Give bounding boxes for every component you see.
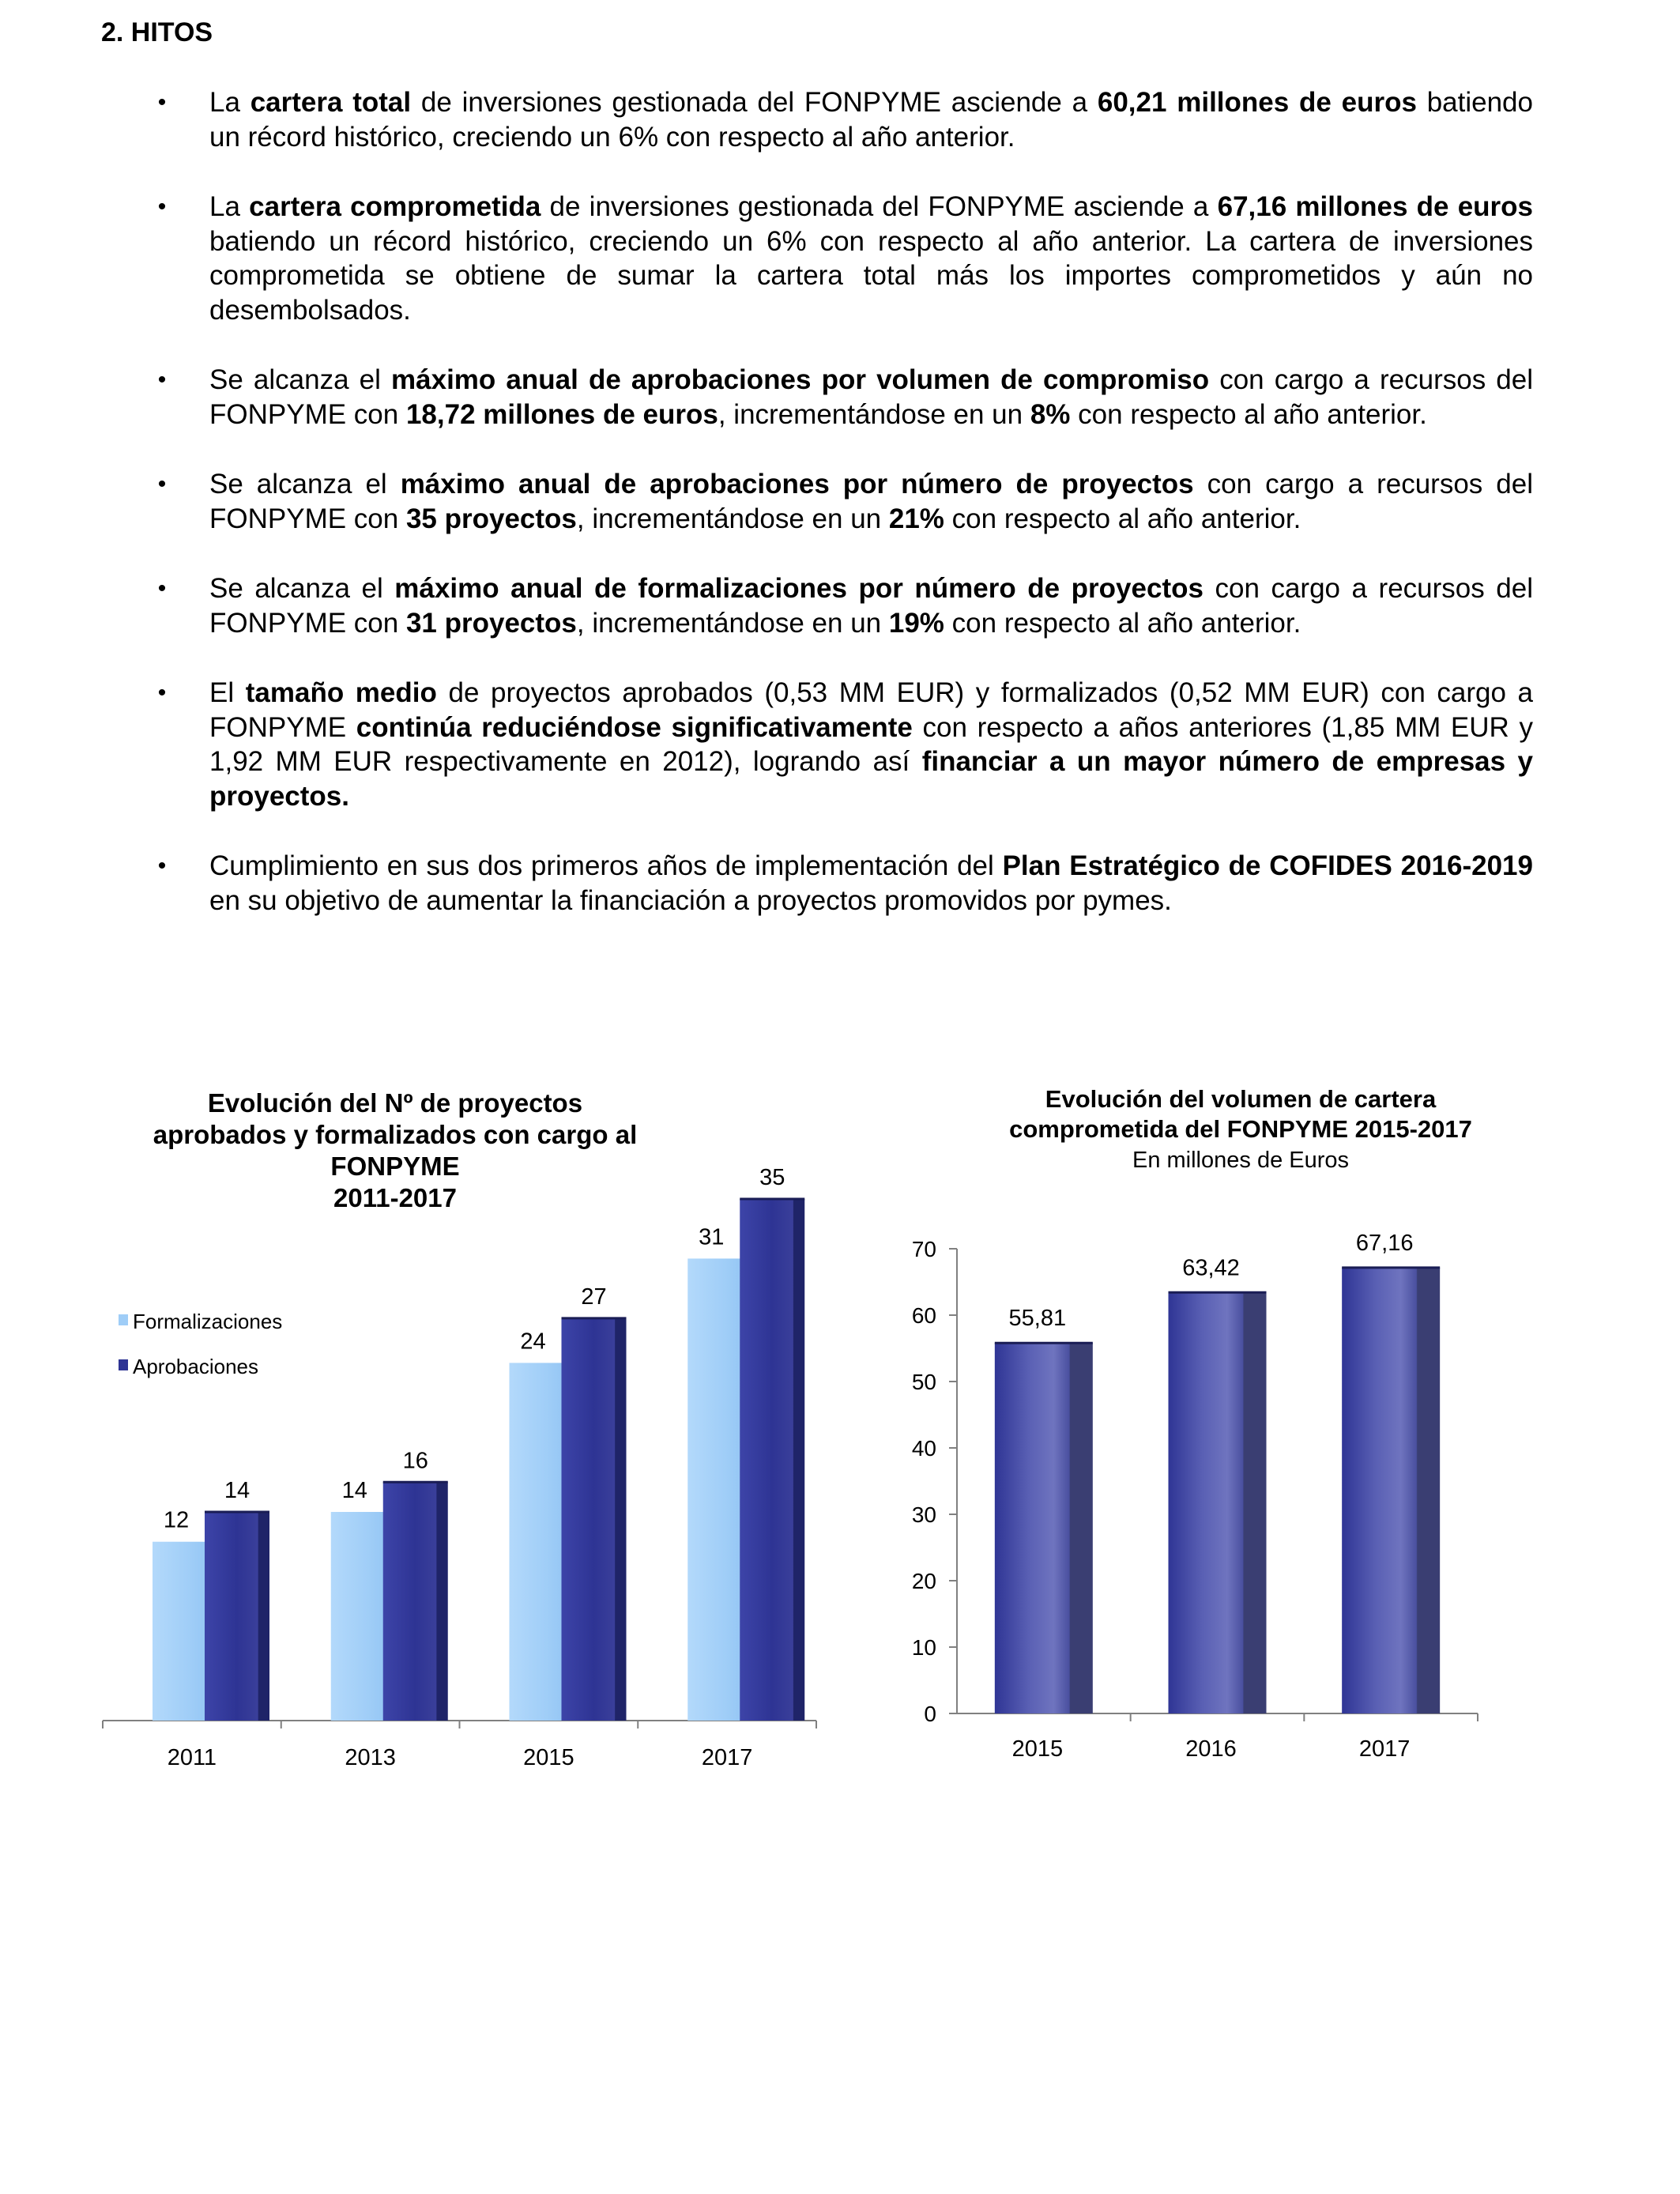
text-segment: batiendo un récord histórico, creciendo un 6% con respecto al año anterior. La cartera de inversiones comprometida se obtiene de sumar la cartera total más los importes comprometidos y aún no desembolsados.	[209, 225, 1533, 326]
legend-label: Aprobaciones	[133, 1355, 258, 1378]
data-label: 14	[341, 1478, 367, 1503]
text-segment: con cargo a recursos del FONPYME con	[209, 469, 1533, 534]
text-segment: Cumplimiento en sus dos primeros años de implementación del	[209, 850, 1003, 881]
bar-aprobaciones	[383, 1482, 448, 1721]
bold-text: máximo anual de formalizaciones por número de proyectos	[394, 573, 1203, 604]
bold-text: Plan Estratégico de COFIDES 2016-2019	[1002, 850, 1533, 881]
legend-swatch-formalizaciones	[119, 1314, 128, 1325]
text-segment: , incrementándose en un	[718, 398, 1030, 430]
bold-text: 67,16 millones de euros	[1217, 191, 1534, 222]
bar-aprobaciones	[562, 1318, 627, 1721]
bullet-icon: •	[157, 853, 167, 879]
data-label: 27	[581, 1284, 607, 1310]
x-tick-label: 2017	[1358, 1736, 1411, 1762]
y-tick-label: 50	[911, 1370, 936, 1394]
y-tick-label: 60	[911, 1303, 936, 1328]
x-tick-label: 2011	[167, 1745, 217, 1770]
text-segment: La	[209, 87, 250, 118]
bold-text: continúa reduciéndose significativamente	[356, 711, 913, 743]
x-tick-label: 2017	[701, 1745, 753, 1770]
data-label: 14	[224, 1478, 250, 1503]
data-label: 16	[402, 1448, 428, 1474]
bold-text: 31 proyectos	[405, 607, 577, 639]
bold-text: 8%	[1030, 398, 1071, 430]
text-segment: de inversiones gestionada del FONPYME asciende a	[411, 87, 1098, 118]
y-tick-label: 40	[911, 1436, 936, 1461]
bullet-icon: •	[157, 89, 167, 115]
text-segment: de inversiones gestionada del FONPYME asciende a	[541, 191, 1218, 222]
bold-text: 21%	[888, 503, 944, 534]
y-tick-label: 10	[911, 1635, 936, 1660]
x-tick-label: 2013	[345, 1745, 396, 1770]
bold-text: cartera total	[250, 87, 412, 118]
y-tick-label: 30	[911, 1502, 936, 1527]
text-segment: en su objetivo de aumentar la financiación a proyectos promovidos por pymes.	[209, 884, 1172, 916]
bullet-icon: •	[157, 367, 167, 393]
text-segment: con cargo a recursos del FONPYME con	[209, 364, 1534, 430]
bold-text: financiar a un mayor número de empresas y proyectos.	[209, 746, 1534, 812]
bold-text: 19%	[888, 607, 944, 639]
data-label: 35	[759, 1165, 785, 1190]
bold-text: máximo anual de aprobaciones por número de proyectos	[400, 469, 1194, 499]
text-segment: con respecto al año anterior.	[944, 503, 1301, 534]
legend-label: Formalizaciones	[133, 1310, 283, 1333]
data-label: 24	[520, 1329, 546, 1355]
text-segment: de proyectos aprobados (0,53 MM EUR) y formalizados (0,52 MM EUR) con cargo a FONPYME	[209, 677, 1533, 743]
bullet-icon: •	[157, 575, 167, 601]
bar-aprobaciones	[205, 1512, 269, 1721]
chart-title-line: aprobados y formalizados con cargo al	[153, 1120, 638, 1149]
text-segment: batiendo un récord histórico, creciendo un 6% con respecto al año anterior.	[209, 87, 1533, 153]
y-tick-label: 20	[911, 1569, 936, 1593]
text-segment: con respecto a años anteriores (1,85 MM EUR y 1,92 MM EUR respectivamente en 2012), logrando así	[209, 711, 1533, 777]
x-tick-label: 2016	[1185, 1736, 1237, 1762]
data-label: 67,16	[1355, 1230, 1414, 1256]
chart-title-line: FONPYME	[330, 1152, 460, 1181]
bold-text: máximo anual de aprobaciones por volumen de compromiso	[391, 364, 1210, 395]
bullet-icon: •	[157, 680, 167, 706]
text-segment: con cargo a recursos del FONPYME con	[209, 573, 1533, 639]
portfolio-chart-title	[901, 1084, 1580, 1144]
data-label: 31	[699, 1224, 725, 1250]
bold-text: cartera comprometida	[249, 191, 541, 222]
x-tick-label: 2015	[523, 1745, 574, 1770]
chart-title-line: Evolución del volumen de cartera	[1045, 1085, 1437, 1113]
text-segment: El	[209, 677, 246, 708]
text-segment: Se alcanza el	[209, 364, 392, 395]
chart-title-line: 2011-2017	[333, 1183, 457, 1212]
text-segment: con respecto al año anterior.	[1070, 398, 1427, 430]
x-tick-label: 2015	[1011, 1736, 1064, 1762]
chart-title-line: comprometida del FONPYME 2015-2017	[1009, 1115, 1472, 1143]
bullet-icon: •	[157, 471, 167, 497]
section-heading: 2. HITOS	[101, 17, 213, 47]
text-segment: Se alcanza el	[209, 469, 401, 499]
text-segment: La	[209, 191, 250, 222]
legend-swatch-aprobaciones	[119, 1359, 128, 1370]
text-segment: , incrementándose en un	[576, 503, 889, 534]
data-label: 55,81	[1008, 1306, 1067, 1332]
bold-text: 35 proyectos	[405, 503, 577, 534]
y-tick-label: 0	[924, 1702, 936, 1726]
data-label: 63,42	[1182, 1255, 1240, 1281]
bullet-icon: •	[157, 194, 167, 220]
text-segment: Se alcanza el	[209, 573, 395, 604]
bold-text: 18,72 millones de euros	[405, 398, 718, 430]
portfolio-chart-subtitle: En millones de Euros	[1132, 1148, 1350, 1173]
bar-aprobaciones	[740, 1199, 804, 1721]
chart-title-line: Evolución del Nº de proyectos	[207, 1088, 583, 1118]
text-segment: , incrementándose en un	[576, 607, 889, 639]
text-segment: con respecto al año anterior.	[944, 607, 1301, 639]
data-label: 12	[163, 1507, 190, 1533]
bold-text: 60,21 millones de euros	[1097, 87, 1417, 118]
bold-text: tamaño medio	[245, 677, 437, 708]
y-tick-label: 70	[911, 1237, 936, 1261]
